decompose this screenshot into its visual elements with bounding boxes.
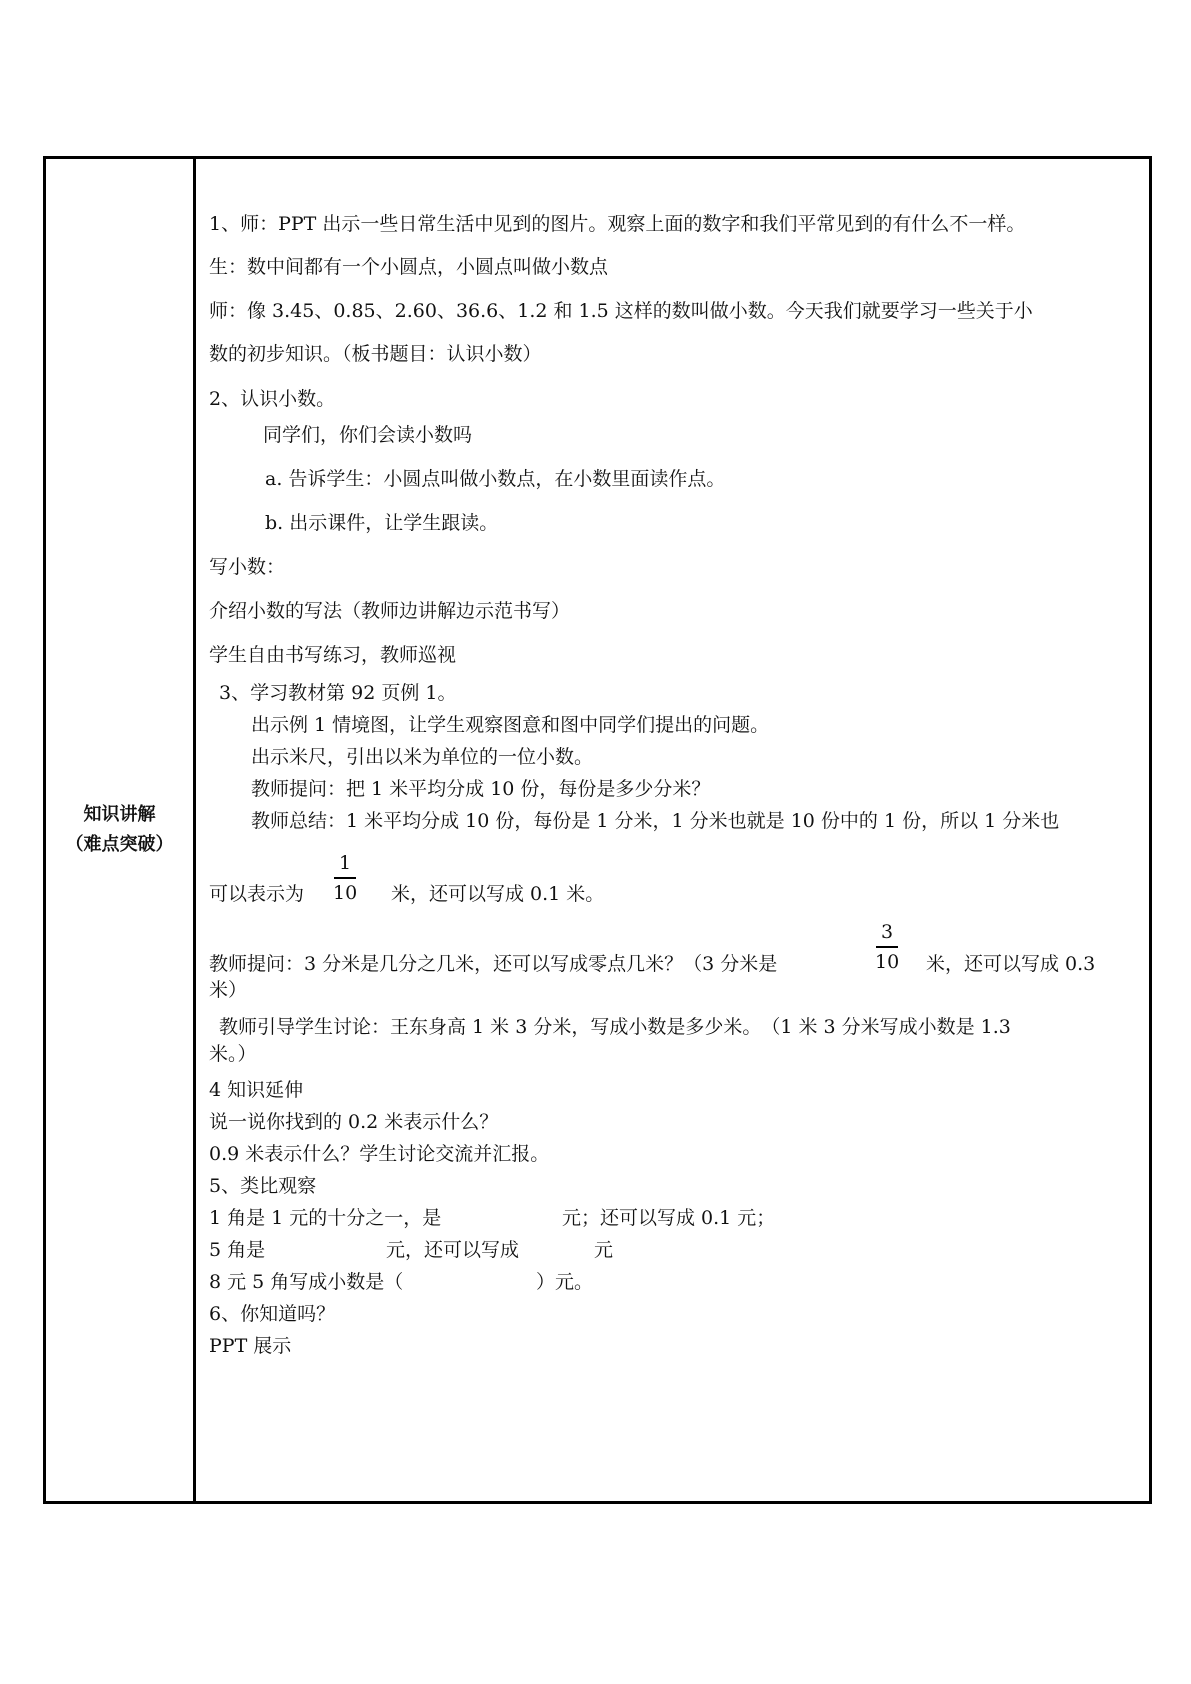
text-line: 数的初步知识。（板书题目：认识小数） (209, 343, 542, 365)
text-line: 0.9 米表示什么？学生讨论交流并汇报。 (209, 1143, 550, 1165)
text-line: 米） (209, 979, 248, 1001)
text-line: 写小数： (209, 556, 286, 578)
text-line: 3、学习教材第 92 页例 1。 (219, 682, 457, 704)
fraction-bar (334, 877, 356, 879)
text-line: ）元。 (536, 1271, 594, 1293)
text-line: 元 (594, 1239, 614, 1261)
text-line: 8 元 5 角写成小数是（ (209, 1271, 404, 1293)
text-line: PPT 展示 (209, 1335, 292, 1357)
text-line: 说一说你找到的 0.2 米表示什么？ (209, 1111, 499, 1133)
text-line: 1、师：PPT 出示一些日常生活中见到的图片。观察上面的数字和我们平常见到的有什么不一样。 (209, 213, 1026, 235)
fraction-bar (876, 946, 898, 948)
fraction-three-tenths (875, 921, 899, 973)
fraction-denominator: 10 (875, 951, 900, 973)
text-line: 教师引导学生讨论：王东身高 1 米 3 分米，写成小数是多少米。 （1 米 3 分米写成小数是 1.3 (219, 1016, 1011, 1038)
lesson-table (43, 156, 1152, 1504)
text-line: 5、类比观察 (209, 1175, 317, 1197)
fraction-numerator: 3 (881, 921, 894, 943)
text-line: 生：数中间都有一个小圆点，小圆点叫做小数点 (209, 256, 609, 278)
text-line: 2、认识小数。 (209, 388, 336, 410)
text-line: 出示米尺，引出以米为单位的一位小数。 (251, 746, 594, 768)
text-line: 6、你知道吗？ (209, 1303, 336, 1325)
fraction-denominator: 10 (333, 882, 358, 904)
text-line: 可以表示为 (209, 883, 305, 905)
text-line: 介绍小数的写法（教师边讲解边示范书写） (209, 600, 571, 622)
text-line: 米，还可以写成 0.3 (926, 953, 1096, 975)
text-line: 4 知识延伸 (209, 1079, 304, 1101)
text-line: a. 告诉学生：小圆点叫做小数点，在小数里面读作点。 (265, 468, 726, 490)
text-line: 5 角是 (209, 1239, 266, 1261)
section-label-cell (46, 159, 193, 1501)
fraction-numerator: 1 (339, 852, 352, 874)
text-line: 米。） (209, 1043, 257, 1065)
text-line: 米，还可以写成 0.1 米。 (391, 883, 605, 905)
text-line: 元；还可以写成 0.1 元； (562, 1207, 776, 1229)
fraction-one-tenth (333, 852, 357, 904)
text-line: 学生自由书写练习，教师巡视 (209, 644, 457, 666)
section-label-title: 知识讲解 (83, 804, 156, 825)
text-line: 同学们，你们会读小数吗 (263, 424, 473, 446)
section-label-subtitle: （难点突破） (65, 834, 174, 855)
text-line: 出示例 1 情境图，让学生观察图意和图中同学们提出的问题。 (251, 714, 770, 736)
text-line: 教师总结：1 米平均分成 10 份，每份是 1 分米，1 分米也就是 10 份中的 1 份，所以 1 分米也 (251, 810, 1060, 832)
lesson-content (209, 159, 1139, 1501)
text-line: 1 角是 1 元的十分之一，是 (209, 1207, 442, 1229)
text-line: 元，还可以写成 (386, 1239, 520, 1261)
text-line: b. 出示课件，让学生跟读。 (265, 512, 499, 534)
text-line: 教师提问：把 1 米平均分成 10 份，每份是多少分米？ (251, 778, 711, 800)
text-line: 师：像 3.45、0.85、2.60、36.6、1.2 和 1.5 这样的数叫做小数。今天我们就要学习一些关于小 (209, 300, 1033, 322)
column-divider (193, 159, 196, 1501)
text-line: 教师提问：3 分米是几分之几米，还可以写成零点几米？（3 分米是 (209, 953, 778, 975)
